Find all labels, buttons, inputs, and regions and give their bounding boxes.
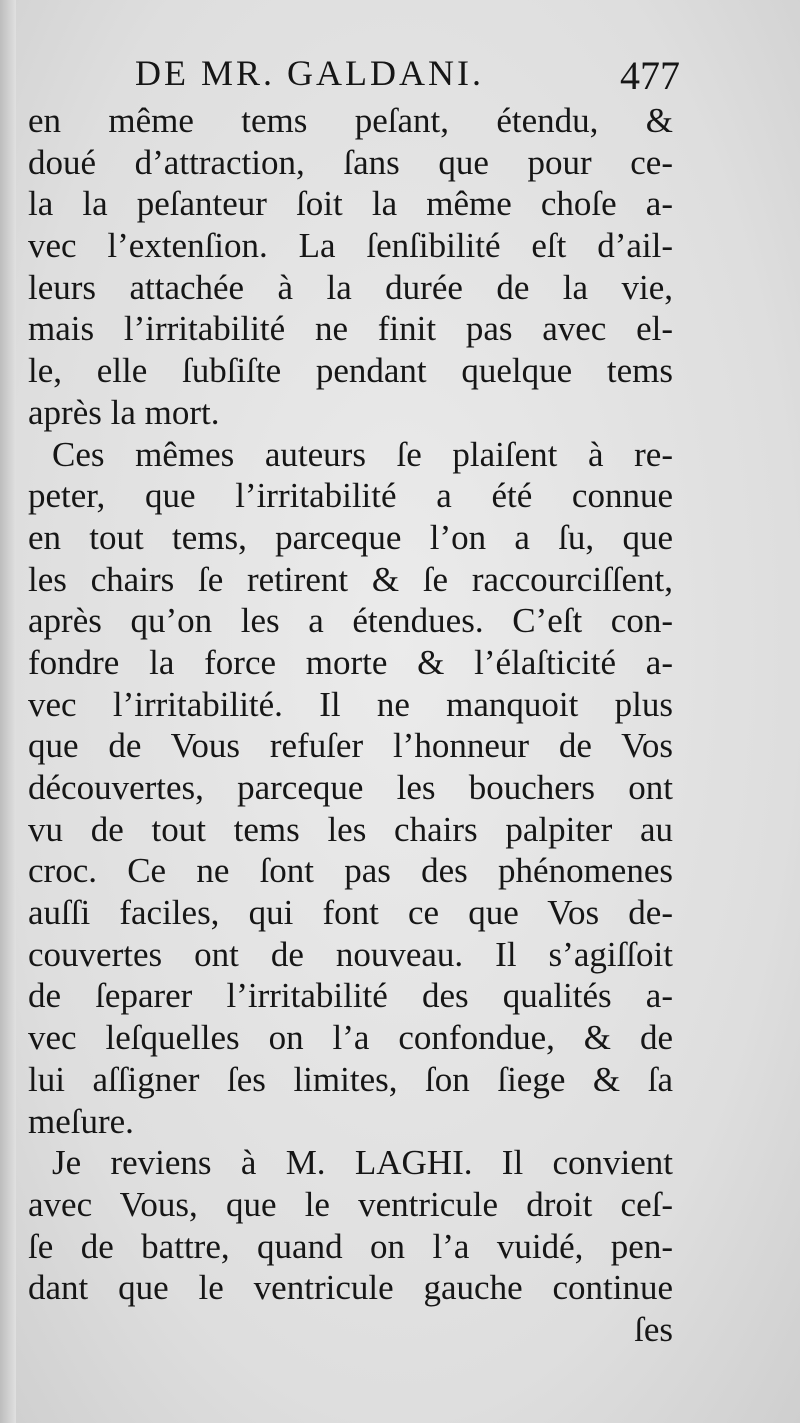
text-line: doué d’attraction, ſans que pour ce-	[28, 142, 673, 182]
paragraph-3	[28, 1142, 673, 1309]
paragraph-1	[28, 100, 673, 434]
text-line: avec Vous, que le ventricule droit ceſ-	[28, 1184, 673, 1224]
page-header	[135, 52, 680, 100]
text-line: fondre la force morte & l’élaſticité a-	[28, 642, 673, 682]
text-line: en même tems peſant, étendu, &	[28, 101, 673, 140]
text-line: mais l’irritabilité ne finit pas avec el-	[28, 309, 673, 349]
catchword: ſes	[634, 1309, 673, 1349]
paragraph-2	[28, 434, 673, 1143]
text-line: vec l’irritabilité. Il ne manquoit plus	[28, 684, 673, 724]
text-line: vec l’extenſion. La ſenſibilité eſt d’ail-	[28, 226, 673, 266]
text-line: vu de tout tems les chairs palpiter au	[28, 809, 673, 849]
text-line: couvertes ont de nouveau. Il s’agiſſoit	[28, 934, 673, 974]
text-line: vec leſquelles on l’a confondue, & de	[28, 1018, 673, 1058]
text-line: Je reviens à M. LAGHI. Il convient	[52, 1143, 673, 1183]
text-line: lui aſſigner ſes limites, ſon ſiege & ſa	[28, 1059, 673, 1099]
text-line: dant que le ventricule gauche continue	[28, 1268, 673, 1308]
page-gutter-shadow	[0, 0, 16, 1423]
text-line: Ces mêmes auteurs ſe plaiſent à re-	[52, 434, 673, 474]
text-line: ſe de battre, quand on l’a vuidé, pen-	[28, 1226, 673, 1266]
text-line: en tout tems, parceque l’on a ſu, que	[28, 517, 673, 557]
text-line: découvertes, parceque les bouchers ont	[28, 768, 673, 807]
text-line: la la peſanteur ſoit la même choſe a-	[28, 184, 673, 224]
text-line: le, elle ſubſiſte pendant quelque tems	[28, 351, 673, 391]
text-line: que de Vous refuſer l’honneur de Vos	[28, 726, 673, 766]
text-line: leurs attachée à la durée de la vie,	[28, 267, 673, 307]
text-line: auſſi faciles, qui font ce que Vos de-	[28, 893, 673, 933]
text-line: les chairs ſe retirent & ſe raccourciſſent,	[28, 559, 673, 599]
page-number: 477	[620, 53, 680, 98]
text-line: de ſeparer l’irritabilité des qualités a-	[28, 976, 673, 1016]
text-line: meſure.	[28, 1101, 134, 1141]
running-head: DE MR. GALDANI.	[135, 53, 484, 93]
text-line: après la mort.	[28, 392, 220, 432]
text-line: après qu’on les a étendues. C’eſt con-	[28, 601, 673, 641]
text-body	[28, 100, 673, 1351]
text-line: peter, que l’irritabilité a été connue	[28, 476, 673, 516]
text-line: croc. Ce ne ſont pas des phénomenes	[28, 851, 673, 891]
